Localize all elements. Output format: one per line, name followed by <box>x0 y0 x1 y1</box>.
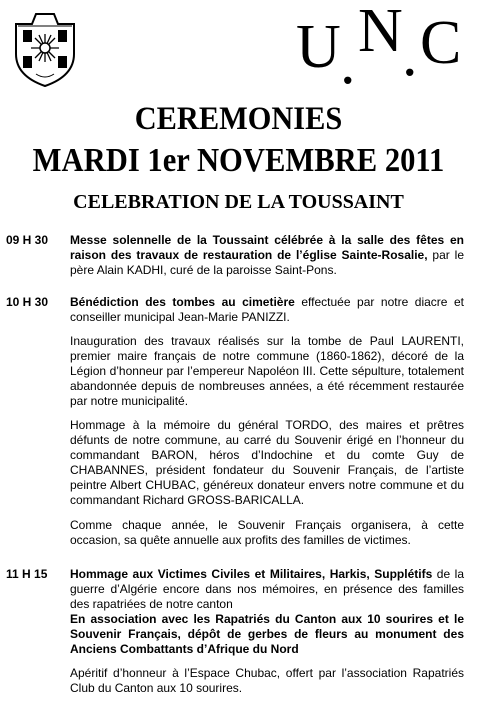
page-title: CEREMONIES <box>134 101 343 137</box>
time-1030: 10 H 30 <box>6 295 49 309</box>
benediction-details: effectuée par notre diacre et conseiller municipal Jean-Marie PANIZZI. <box>70 295 464 324</box>
paragraph-inauguration: Inauguration des travaux réalisés sur la tombe de Paul LAURENTI, premier maire français de notre commune (1860-1862), décoré de la Légion d’honneur par l’empereur Napoléon III. Cette sépulture, totalement abandonnée depuis de nombreuses années, a été récemment restaurée par notre municipalité. <box>70 334 464 408</box>
paragraph-hommage-victimes <box>70 567 464 657</box>
unc-letter-u: U <box>296 13 341 81</box>
paragraph-hommage-tordo: Hommage à la mémoire du général TORDO, des maires et prêtres défunts de notre commune, au carré du Souvenir érigé en l’honneur du commandant BARON, héros d’Indochine et du comte Guy de CHABANNES, président fondateur du Souvenir Français, de l’artiste peintre Albert CHUBAC, généreux donateur envers notre commune et du commandant Richard GROSS-BARICALLA. <box>70 418 464 507</box>
event-subtitle: CELEBRATION DE LA TOUSSAINT <box>73 191 404 213</box>
messe-title: Messe solennelle de la Toussaint célébrée à la salle des fêtes en raison des travaux de restauration de l’église Sainte-Rosalie, <box>70 233 464 262</box>
event-date: MARDI 1er NOVEMBRE 2011 <box>32 142 445 179</box>
unc-letter-n: N <box>358 0 403 65</box>
time-0930: 09 H 30 <box>6 233 49 247</box>
paragraph-souvenir-francais: Comme chaque année, le Souvenir Français organisera, à cette occasion, sa quête annuelle aux profits des familles de victimes. <box>70 518 464 547</box>
coat-of-arms-icon <box>12 10 78 88</box>
unc-dot: . <box>402 21 418 89</box>
association-details: En association avec les Rapatriés du Canton aux 10 sourires et le Souvenir Français, dépôt de gerbes de fleurs au monument des Anciens Combattants d’Afrique du Nord <box>70 612 464 656</box>
benediction-title: Bénédiction des tombes au cimetière <box>70 295 295 309</box>
paragraph-aperitif: Apéritif d’honneur à l’Espace Chubac, offert par l’association Rapatriés Club du Canton aux 10 sourires. <box>70 666 464 695</box>
hommage-title: Hommage aux Victimes Civiles et Militaires, Harkis, Supplétifs <box>70 567 433 581</box>
paragraph-messe <box>70 233 464 278</box>
hommage-details: de la guerre d’Algérie encore dans nos mémoires, en présence des familles des rapatriées de notre canton <box>70 567 464 611</box>
unc-logo <box>296 0 474 97</box>
messe-details: par le père Alain KADHI, curé de la paroisse Saint-Pons. <box>70 248 464 277</box>
unc-letter-c: C <box>420 9 462 77</box>
paragraph-benediction <box>70 295 464 325</box>
time-1115: 11 H 15 <box>6 567 48 581</box>
unc-dot: . <box>340 29 356 97</box>
